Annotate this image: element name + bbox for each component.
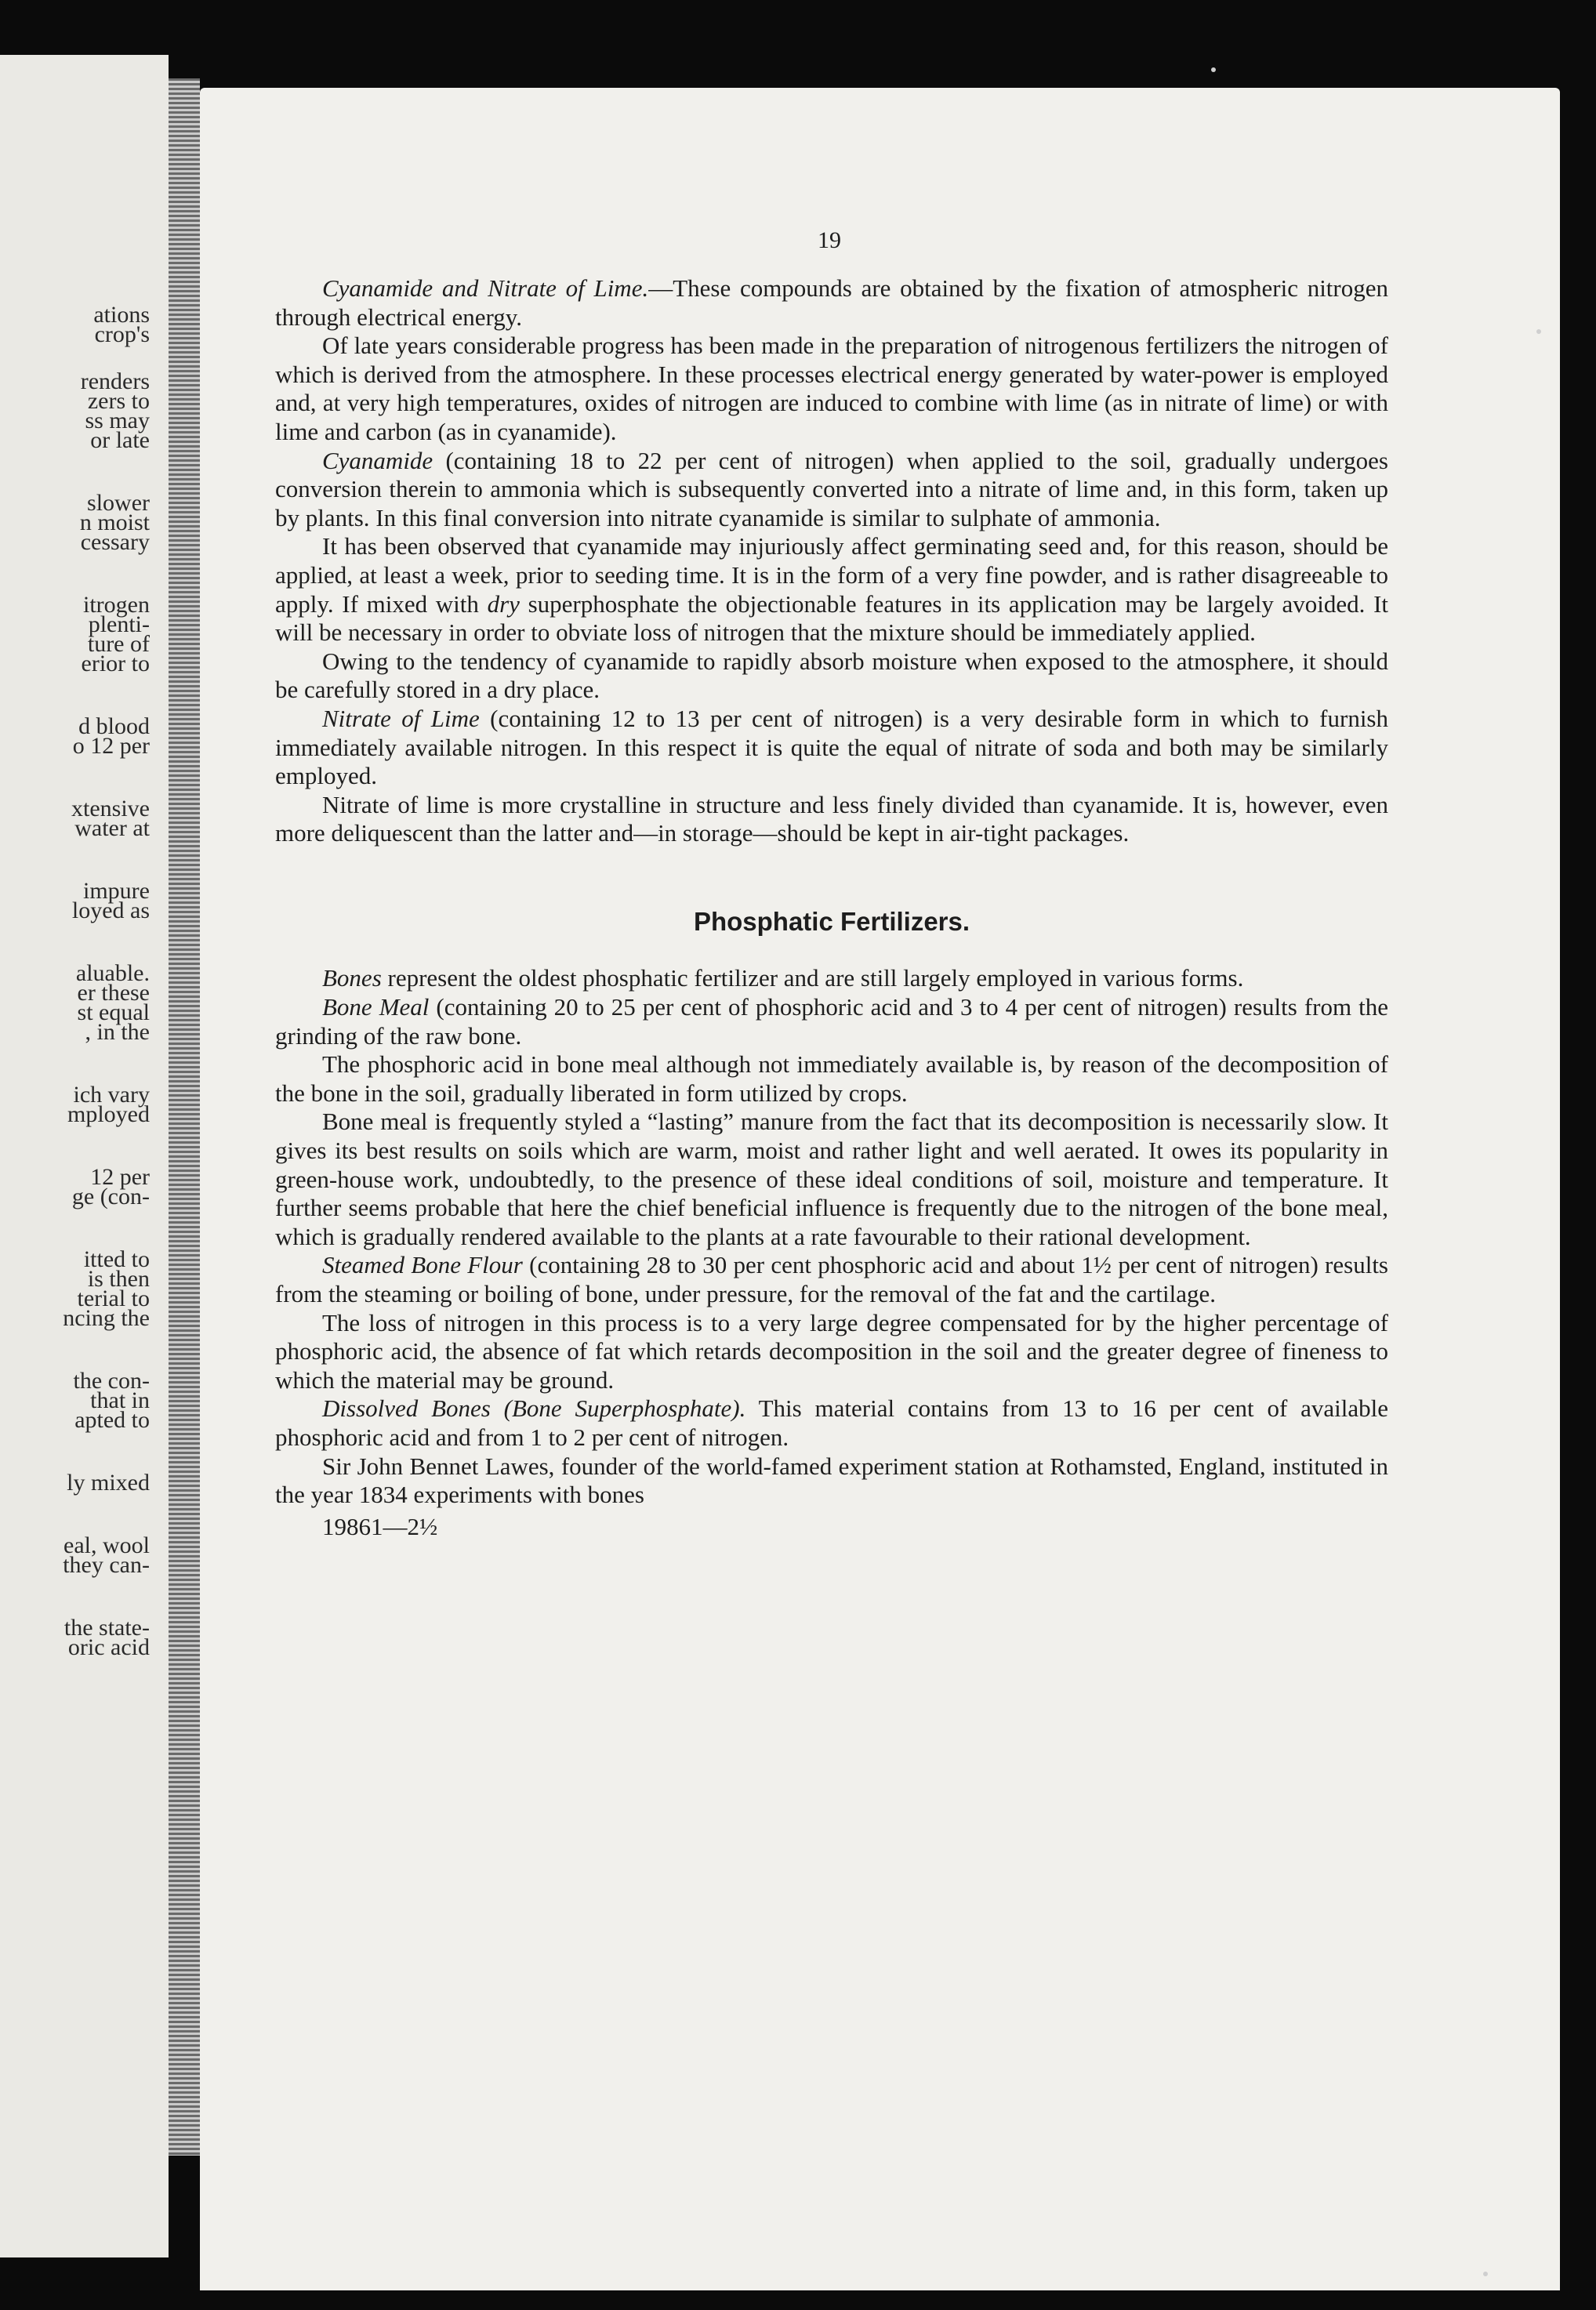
left-page-line: terial to — [77, 1286, 150, 1311]
page-body — [275, 274, 1388, 1541]
paragraph-bone-meal — [275, 993, 1388, 1050]
paragraph-lead: Steamed Bone Flour — [322, 1251, 523, 1279]
paragraph-text: This material contains from 13 to 16 per cent of available phosphoric acid and from 1 to 2 per cent of nitrogen. — [275, 1394, 1389, 1451]
left-page-line: ss may — [85, 408, 150, 433]
left-page-line: er these — [77, 980, 150, 1006]
left-page-line: eal, wool — [63, 1532, 150, 1558]
left-page-line: or late — [90, 427, 150, 453]
left-page-line: ich vary — [73, 1082, 150, 1108]
paragraph-steamed-loss: The loss of nitrogen in this process is to a very large degree compensated for by the higher percentage of phosphoric acid, the absence of fat which retards decomposition in the soil and the greater degree of fineness to which the material may be ground. — [275, 1308, 1388, 1394]
left-page-line: itted to — [83, 1246, 150, 1272]
left-page-line: erior to — [81, 651, 150, 676]
left-page-line: plenti- — [88, 611, 150, 637]
left-page-line: they can- — [63, 1552, 150, 1578]
left-page-line: xtensive — [71, 796, 150, 821]
left-page-line: mployed — [67, 1101, 150, 1127]
left-page-line: ations — [93, 302, 150, 328]
paragraph-text: (containing 18 to 22 per cent of nitrogen) when applied to the soil, gradually undergoes conversion therein to ammonia which is subsequently converted into a nitrate of lime and, in this form, taken up by plants. In this final conversion into nitrate cyanamide is similar to sulphate of ammonia. — [275, 446, 1388, 531]
left-page-line: loyed as — [71, 898, 150, 923]
paragraph-lead: Bones — [322, 964, 382, 992]
paragraph-bone-meal-acid: The phosphoric acid in bone meal although not immediately available is, by reason of the decomposition of the bone in the soil, gradually liberated in form utilized by crops. — [275, 1050, 1388, 1107]
left-page-line: the con- — [73, 1368, 150, 1394]
left-page-line: n moist — [79, 510, 150, 535]
left-page-line: , in the — [85, 1019, 150, 1045]
paragraph-nitrate-of-lime — [275, 705, 1388, 791]
left-page-line: ly mixed — [67, 1470, 150, 1496]
paragraph-cyanamide-storage: Owing to the tendency of cyanamide to rapidly absorb moisture when exposed to the atmosphere, it should be carefully stored in a dry place. — [275, 647, 1388, 704]
paragraph-dissolved-bones — [275, 1394, 1388, 1452]
paragraph-text: (containing 12 to 13 per cent of nitrogen) is a very desirable form in which to furnish immediately available nitrogen. In this respect it is quite the equal of nitrate of soda and both may be similarly employed. — [275, 704, 1388, 790]
paragraph-lead: Cyanamide and Nitrate of Lime. — [322, 274, 649, 302]
paragraph-progress: Of late years considerable progress has been made in the preparation of nitrogenous fertilizers the nitrogen of which is derived from the atmosphere. In these processes electrical energy generated by water-power is employed and, at very high temperatures, oxides of nitrogen are induced to combine with lime (as in nitrate of lime) or with lime and carbon (as in cyanamide). — [275, 332, 1388, 445]
book-page — [200, 88, 1560, 2290]
paragraph-cyanamide-nitrate-intro — [275, 274, 1388, 332]
paragraph-text: —These compounds are obtained by the fixation of atmospheric nitrogen through electrical energy. — [275, 274, 1389, 331]
paragraph-bone-meal-lasting: Bone meal is frequently styled a “lasting” manure from the fact that its decomposition is necessarily slow. It gives its best results on soils which are warm, moist and rather light and well aerated. It owes its popularity in green-house work, undoubtedly, to the presence of these ideal conditions of soil, moisture and temperature. It further seems probable that here the chief beneficial influence is frequently due to the nitrogen of the bone meal, which is gradually rendered available to the plants at a rate favourable to their rational development. — [275, 1108, 1388, 1250]
left-page-line: impure — [83, 878, 150, 904]
scan-speck — [1536, 329, 1541, 334]
left-page-line: ture of — [87, 631, 150, 657]
paragraph-lawes: Sir John Bennet Lawes, founder of the world-famed experiment station at Rothamsted, England, instituted in the year 1834 experiments with bones — [275, 1452, 1388, 1509]
paragraph-cyanamide — [275, 447, 1388, 533]
left-page-line: ncing the — [63, 1305, 150, 1331]
paragraph-text: It has been observed that cyanamide may injuriously affect germinating seed and, for this reason, should be applied, at least a week, prior to seeding time. It is in the form of a very fine powder, and is rather disagreeable to apply. If mixed with — [275, 532, 1388, 618]
paragraph-nitrate-structure: Nitrate of lime is more crystalline in structure and less finely divided than cyanamide. It is, however, even more deliquescent than the latter and—in storage—should be kept in air-tight packages. — [275, 790, 1388, 847]
left-page-line: is then — [87, 1266, 150, 1292]
paragraph-text: (containing 28 to 30 per cent phosphoric acid and about 1½ per cent of nitrogen) results from the steaming or boiling of bone, under pressure, for the removal of the fat and the cartilage. — [275, 1251, 1388, 1307]
left-page-line: d blood — [78, 713, 150, 739]
paragraph-text: (containing 20 to 25 per cent of phosphoric acid and 3 to 4 per cent of nitrogen) results from the grinding of the raw bone. — [275, 993, 1388, 1050]
left-page-line: itrogen — [83, 592, 150, 618]
paragraph-text: represent the oldest phosphatic fertilizer and are still largely employed in various forms. — [381, 964, 1244, 992]
left-page-line: zers to — [87, 388, 150, 414]
left-page-fragment — [0, 55, 169, 2257]
scan-speck — [1211, 67, 1216, 72]
left-page-line: renders — [80, 368, 150, 394]
page-number: 19 — [818, 227, 841, 253]
left-page-line: oric acid — [67, 1634, 150, 1660]
paragraph-lead: Cyanamide — [322, 446, 433, 474]
paragraph-steamed-bone-flour — [275, 1251, 1388, 1308]
left-page-line: that in — [90, 1387, 150, 1413]
left-page-line: crop's — [94, 321, 150, 347]
printer-signature: 19861—2½ — [322, 1512, 438, 1540]
left-page-line: st equal — [77, 999, 150, 1025]
paragraph-lead: Bone Meal — [322, 993, 430, 1021]
left-page-line: o 12 per — [72, 733, 150, 759]
paragraph-bones — [275, 964, 1388, 993]
paragraph-text: superphosphate the objectionable features in its application may be largely avoided. It will be necessary in order to obviate loss of nitrogen that the mixture should be immediately applied. — [275, 589, 1389, 647]
left-page-line: cessary — [80, 529, 150, 555]
left-page-line: aluable. — [75, 960, 150, 986]
emphasis-dry: dry — [487, 589, 520, 618]
left-page-line: apted to — [74, 1407, 150, 1433]
scan-speck — [1483, 2272, 1488, 2276]
paragraph-cyanamide-caution — [275, 532, 1388, 647]
left-page-line: the state- — [63, 1615, 150, 1641]
left-page-line: 12 per — [90, 1164, 150, 1190]
paragraph-lead: Nitrate of Lime — [322, 704, 480, 732]
paragraph-lead: Dissolved Bones (Bone Superphosphate). — [322, 1394, 746, 1423]
section-heading: Phosphatic Fertilizers. — [693, 906, 970, 936]
left-page-line: slower — [87, 490, 150, 516]
left-page-line: water at — [74, 815, 150, 841]
book-gutter — [169, 78, 200, 2156]
left-page-line: ge (con- — [71, 1184, 150, 1209]
